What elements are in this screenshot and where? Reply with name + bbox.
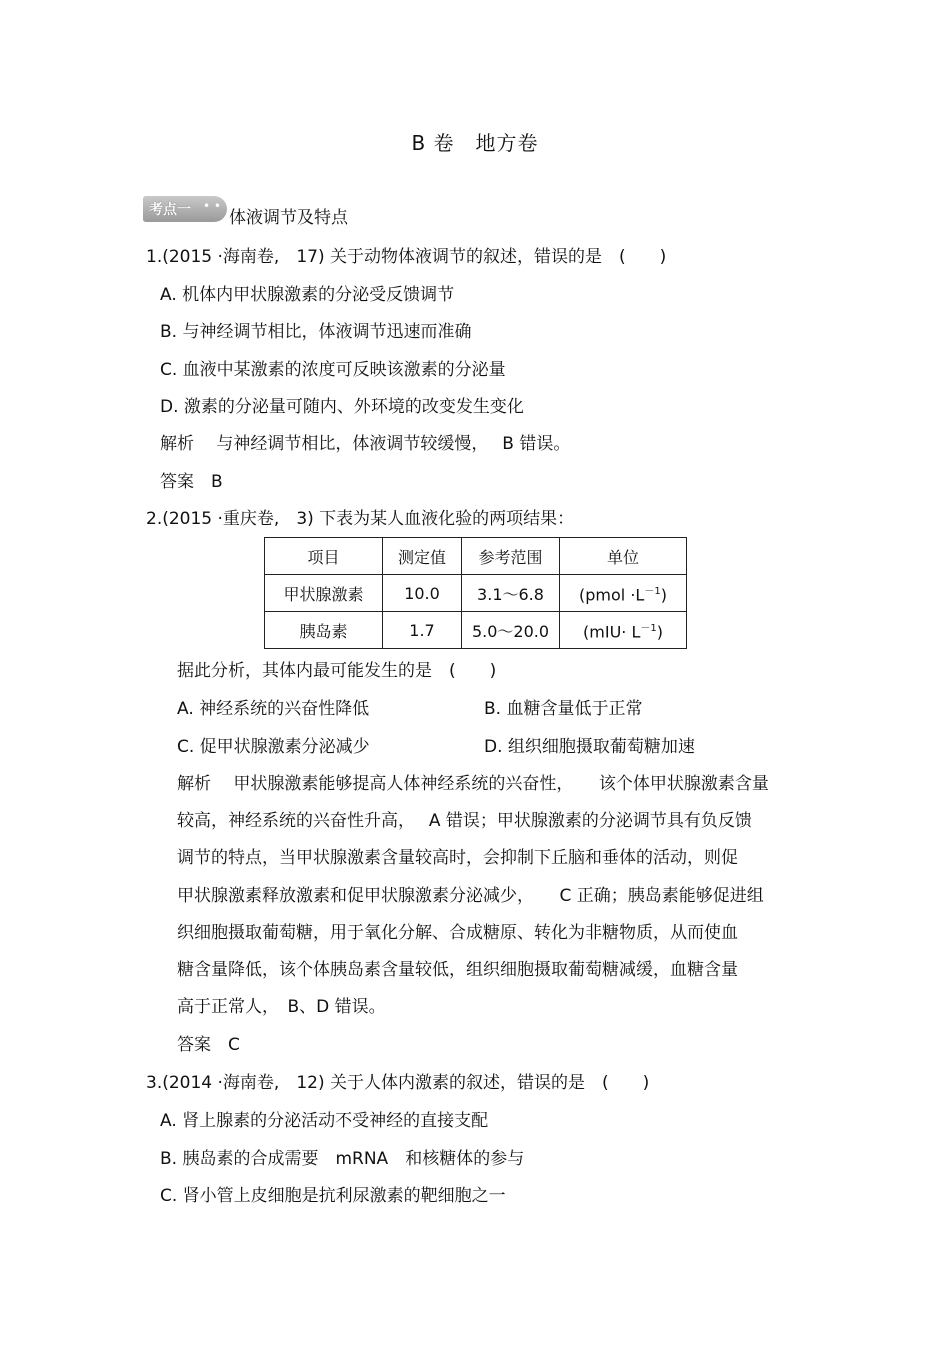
section-title: 体液调节及特点 — [229, 208, 348, 228]
q1-answer: 答案 B — [160, 472, 223, 492]
q2-analysis-line: 甲状腺激素释放激素和促甲状腺激素分泌减少， C 正确；胰岛素能够促进组 — [177, 886, 764, 906]
q2-option-c: C. 促甲状腺激素分泌减少 — [177, 737, 370, 757]
unit-exponent: －1 — [640, 622, 657, 634]
table-cell-item: 甲状腺激素 — [265, 575, 383, 612]
table-row — [265, 612, 687, 649]
table-cell-range: 3.1～6.8 — [462, 575, 560, 612]
unit-text: (pmol ·L — [579, 585, 645, 605]
q1-stem: 1.(2015 ·海南卷, 17) 关于动物体液调节的叙述，错误的是 ( ) — [146, 247, 667, 267]
table-cell-unit — [560, 612, 687, 649]
table-cell-item: 胰岛素 — [265, 612, 383, 649]
q3-option-b: B. 胰岛素的合成需要 mRNA 和核糖体的参与 — [160, 1149, 525, 1169]
unit-close: ) — [660, 585, 667, 605]
table-header: 测定值 — [383, 538, 462, 575]
unit-text: (mIU· L — [583, 622, 641, 642]
page-title: B 卷 地方卷 — [411, 131, 539, 155]
q2-analysis-line: 解析 甲状腺激素能够提高人体神经系统的兴奋性， 该个体甲状腺激素含量 — [177, 774, 769, 794]
section-badge-label: 考点一 — [149, 202, 191, 218]
section-badge — [143, 196, 227, 222]
q2-analysis-line: 较高，神经系统的兴奋性升高， A 错误；甲状腺激素的分泌调节具有负反馈 — [177, 811, 752, 831]
q2-stem: 2.(2015 ·重庆卷, 3) 下表为某人血液化验的两项结果： — [146, 509, 575, 529]
table-cell-range: 5.0～20.0 — [462, 612, 560, 649]
q1-option-d: D. 激素的分泌量可随内、外环境的改变发生变化 — [160, 397, 524, 417]
q2-option-d: D. 组织细胞摄取葡萄糖加速 — [484, 737, 695, 757]
unit-close: ) — [656, 622, 663, 642]
q2-analysis-line: 调节的特点，当甲状腺激素含量较高时，会抑制下丘脑和垂体的活动，则促 — [177, 848, 738, 868]
table-cell-value: 10.0 — [383, 575, 462, 612]
q2-analysis-line: 织细胞摄取葡萄糖，用于氧化分解、合成糖原、转化为非糖物质，从而使血 — [177, 923, 738, 943]
q2-option-b: B. 血糖含量低于正常 — [484, 699, 643, 719]
q1-option-c: C. 血液中某激素的浓度可反映该激素的分泌量 — [160, 360, 506, 380]
q2-analysis-line: 高于正常人， B、D 错误。 — [177, 997, 386, 1017]
q3-stem: 3.(2014 ·海南卷, 12) 关于人体内激素的叙述，错误的是 ( ) — [146, 1073, 650, 1093]
q2-answer: 答案 C — [177, 1035, 240, 1055]
badge-dots-icon: • • — [203, 199, 221, 213]
q1-option-a: A. 机体内甲状腺激素的分泌受反馈调节 — [160, 285, 455, 305]
lab-result-table — [264, 537, 687, 649]
table-header: 参考范围 — [462, 538, 560, 575]
q3-option-a: A. 肾上腺素的分泌活动不受神经的直接支配 — [160, 1111, 489, 1131]
table-header: 项目 — [265, 538, 383, 575]
unit-exponent: －1 — [644, 585, 661, 597]
q2-option-a: A. 神经系统的兴奋性降低 — [177, 699, 370, 719]
q2-analysis-line: 糖含量降低，该个体胰岛素含量较低，组织细胞摄取葡萄糖减缓，血糖含量 — [177, 960, 738, 980]
q1-analysis: 解析 与神经调节相比，体液调节较缓慢， B 错误。 — [160, 434, 571, 454]
table-header-row — [265, 538, 687, 575]
q3-option-c: C. 肾小管上皮细胞是抗利尿激素的靶细胞之一 — [160, 1186, 506, 1206]
table-header: 单位 — [560, 538, 687, 575]
table-cell-value: 1.7 — [383, 612, 462, 649]
q2-prompt: 据此分析，其体内最可能发生的是 ( ) — [177, 661, 497, 681]
table-row — [265, 575, 687, 612]
q1-option-b: B. 与神经调节相比，体液调节迅速而准确 — [160, 322, 472, 342]
table-cell-unit — [560, 575, 687, 612]
